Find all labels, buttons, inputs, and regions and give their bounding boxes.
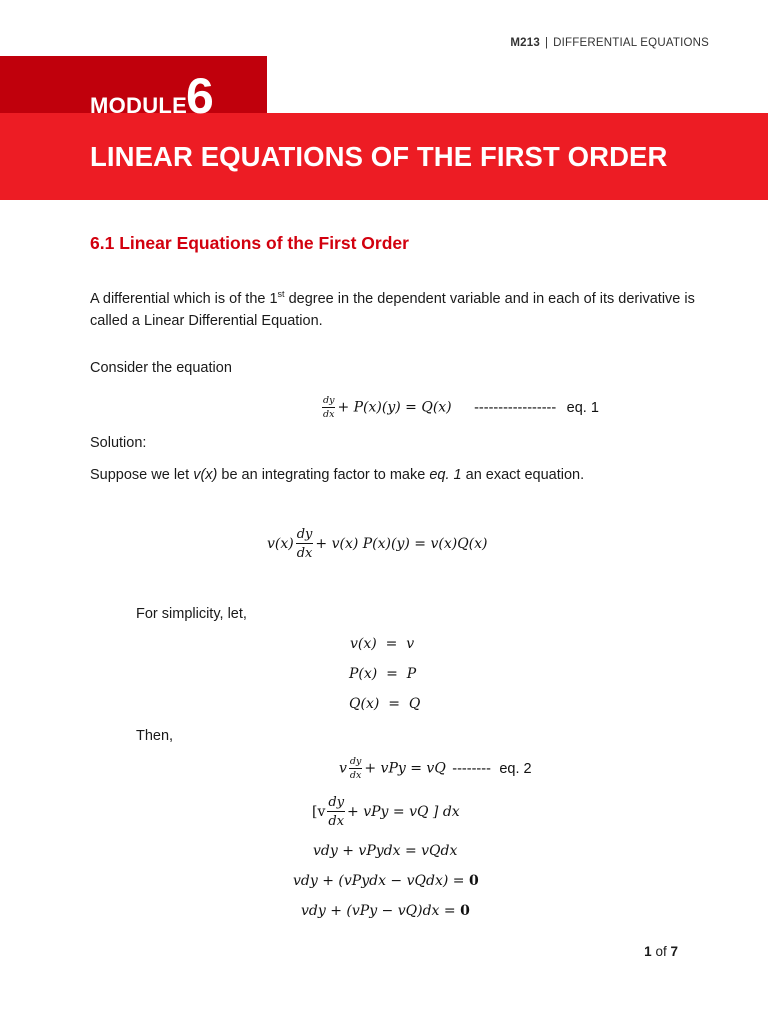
course-code: M213 (510, 37, 540, 49)
suppose-ref: eq. 1 (429, 467, 462, 483)
eq1-frac-den: dx (323, 408, 335, 420)
section-heading: 6.1 Linear Equations of the First Order (90, 233, 409, 253)
page-current: 1 (644, 944, 652, 959)
eq1-frac-num: dy (323, 395, 335, 406)
eq1-label: eq. 1 (566, 399, 599, 416)
then-text: Then, (136, 728, 174, 744)
running-header (510, 37, 709, 49)
consider-text: Consider the equation (90, 360, 232, 376)
course-title: DIFFERENTIAL EQUATIONS (553, 37, 709, 49)
header-separator: | (544, 37, 549, 49)
solution-label: Solution: (90, 435, 147, 451)
step-2: vdy + vPydx = vQdx (313, 843, 458, 859)
suppose-text-3: an exact equation. (461, 467, 585, 483)
step1-open: [v (312, 804, 326, 820)
page-of: of (655, 944, 667, 959)
page-total: 7 (670, 944, 678, 959)
definition-q: Q(x) = Q (349, 696, 421, 712)
step1-frac-den: dx (328, 814, 345, 829)
step3-left: vdy + (vPydx − vQdx) = (293, 873, 469, 889)
eqi-frac-den: dx (296, 546, 313, 561)
equation-1 (320, 396, 599, 419)
eqi-rest: + v(x) P(x)(y) = v(x)Q(x) (315, 536, 488, 552)
equation-integrating (267, 528, 488, 560)
simplicity-text: For simplicity, let, (136, 606, 247, 622)
suppose-text-1: Suppose we let (90, 467, 194, 483)
eq2-left: v (339, 760, 347, 777)
eq2-dashes: -------- (452, 760, 491, 777)
suppose-text-2: be an integrating factor to make (217, 467, 430, 483)
eq2-frac-num: dy (349, 756, 362, 767)
page-number (644, 944, 678, 959)
step1-rest: + vPy = vQ ] dx (347, 804, 460, 820)
step1-frac-num: dy (328, 795, 345, 810)
step-4 (301, 903, 470, 919)
eq1-rest: + P(x)(y) = Q(x) (337, 399, 452, 416)
module-word: MODULE (90, 93, 188, 118)
intro-superscript: st (277, 289, 285, 300)
module-number: 6 (186, 68, 214, 124)
definition-v: v(x) = v (350, 636, 415, 652)
eq1-derivative (322, 396, 335, 419)
intro-text-1: A differential which is of the 1 (90, 291, 278, 307)
step-3 (293, 873, 479, 889)
step4-left: vdy + (vPy − vQ)dx = (301, 903, 461, 919)
step4-zero: 0 (460, 903, 470, 919)
suppose-paragraph (90, 464, 710, 486)
eq2-derivative (349, 757, 362, 780)
intro-text-2: degree in the dependent variable and in each of its derivative is called a Linear Differential Equation. (90, 291, 695, 329)
eq2-label: eq. 2 (499, 760, 532, 777)
eq2-rest: + vPy = vQ (364, 760, 446, 777)
page-title: LINEAR EQUATIONS OF THE FIRST ORDER (90, 141, 668, 172)
step-1 (312, 796, 460, 828)
eqi-left: v(x) (267, 536, 294, 552)
intro-paragraph (90, 288, 710, 332)
eqi-derivative (296, 528, 314, 560)
equation-2 (339, 757, 532, 780)
eqi-frac-num: dy (296, 527, 313, 542)
eq2-frac-den: dx (349, 769, 362, 781)
eq1-dashes: ----------------- (474, 399, 557, 416)
step1-derivative (327, 796, 345, 828)
step3-zero: 0 (468, 873, 479, 889)
definition-p: P(x) = P (349, 666, 417, 682)
suppose-var: v(x) (193, 467, 218, 483)
